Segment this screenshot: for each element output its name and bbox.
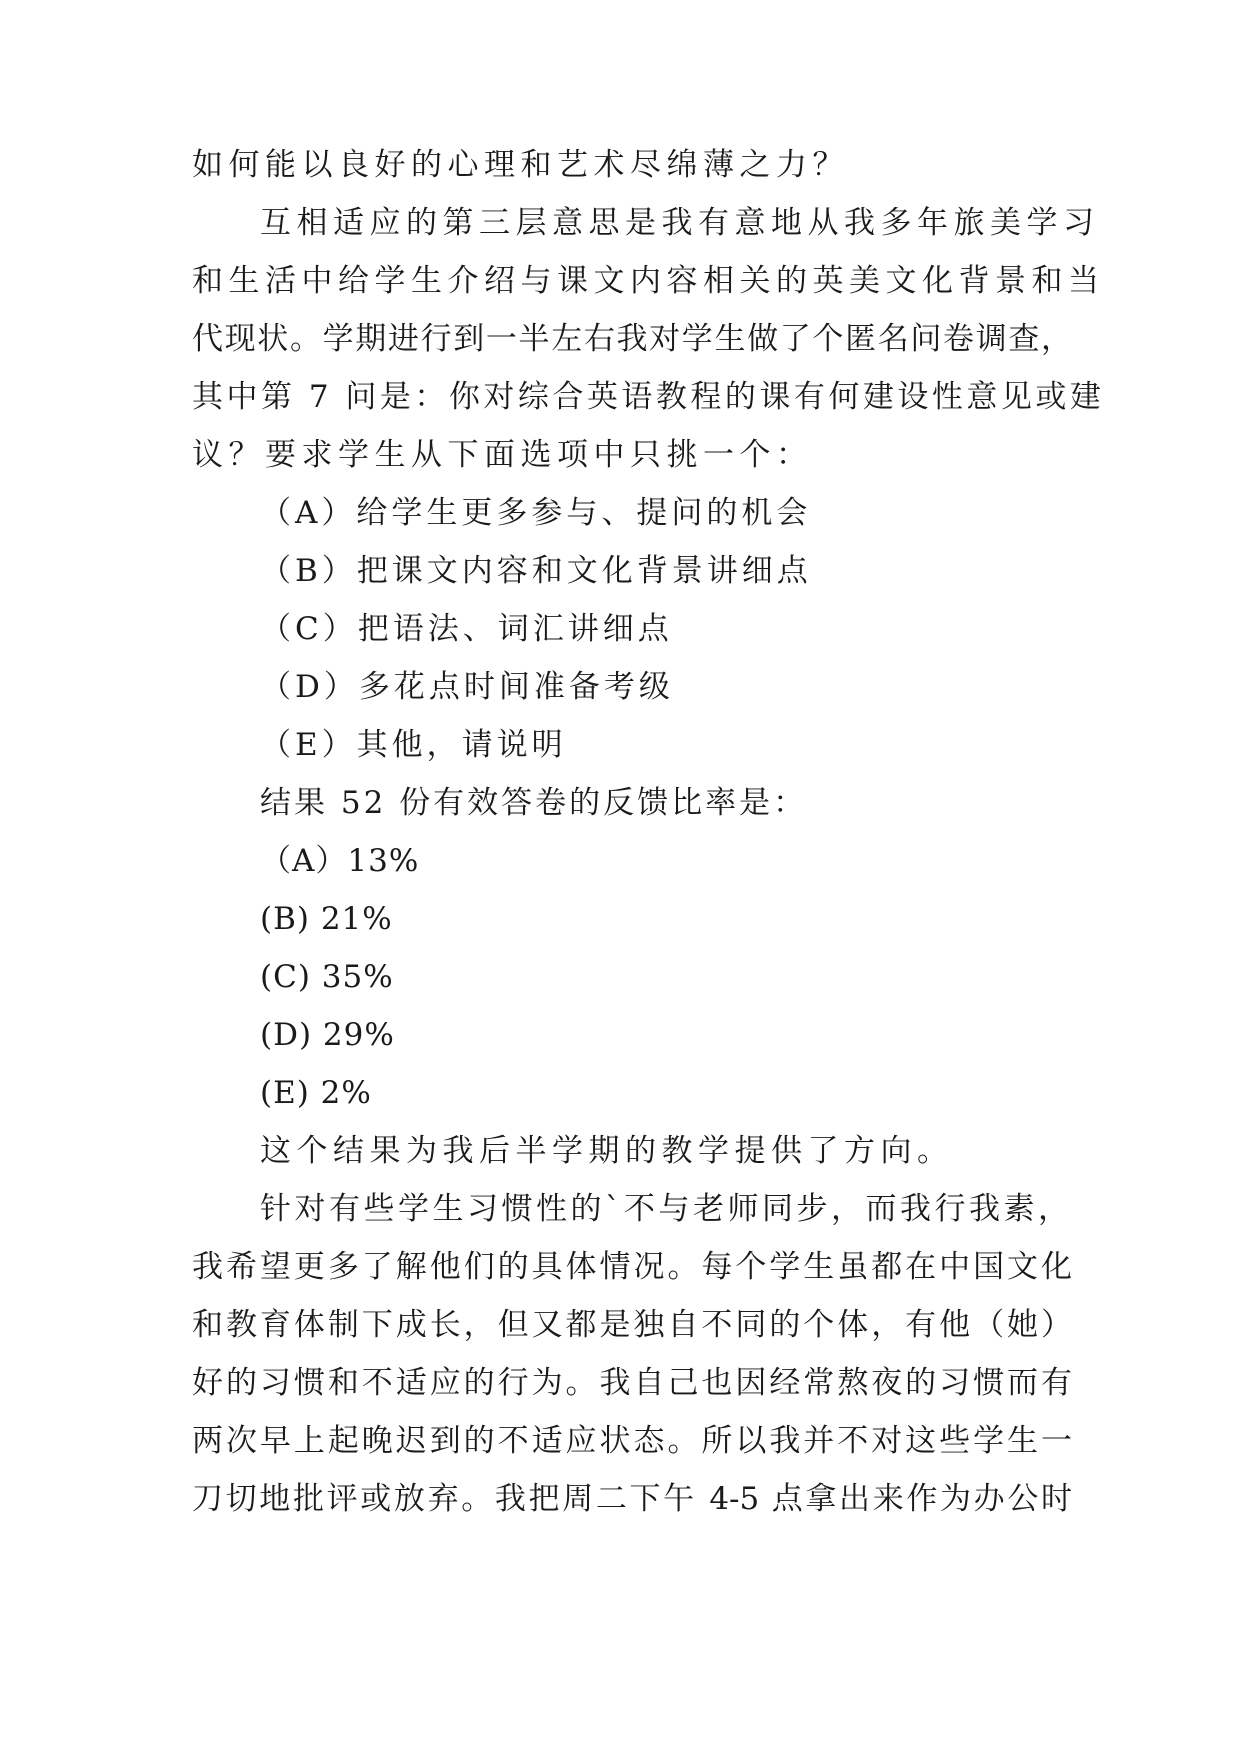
text-line: 好的习惯和不适应的行为。我自己也因经常熬夜的习惯而有 [192,1365,1072,1401]
text-line: 代现状。学期进行到一半左右我对学生做了个匿名问卷调查， [192,321,1072,357]
text-line: 两次早上起晚迟到的不适应状态。所以我并不对这些学生一 [192,1423,1072,1459]
survey-option-e: （E）其他，请说明 [260,727,567,763]
result-e: (E) 2% [260,1075,372,1111]
text-line: 和生活中给学生介绍与课文内容相关的英美文化背景和当 [192,263,1105,299]
text-line: 其中第 7 问是：你对综合英语教程的课有何建设性意见或建 [192,379,1105,415]
result-b: (B) 21% [260,901,393,937]
result-a: （A）13% [260,843,420,879]
text-line: 刀切地批评或放弃。我把周二下午 4-5 点拿出来作为办公时 [192,1481,1072,1517]
text-line: 我希望更多了解他们的具体情况。每个学生虽都在中国文化 [192,1249,1072,1285]
survey-option-b: （B）把课文内容和文化背景讲细点 [260,553,812,589]
survey-option-d: （D）多花点时间准备考级 [260,669,674,705]
text-line: 和教育体制下成长，但又都是独自不同的个体，有他（她） [192,1307,1072,1343]
result-d: (D) 29% [260,1017,395,1053]
text-line: 如何能以良好的心理和艺术尽绵薄之力？ [192,147,849,183]
survey-option-c: （C）把语法、词汇讲细点 [260,611,673,647]
text-line: 议？要求学生从下面选项中只挑一个： [192,437,813,473]
survey-option-a: （A）给学生更多参与、提问的机会 [260,495,812,531]
text-line: 这个结果为我后半学期的教学提供了方向。 [260,1133,954,1169]
results-intro: 结果 52 份有效答卷的反馈比率是： [260,785,808,821]
result-c: (C) 35% [260,959,394,995]
text-line: 针对有些学生习惯性的`不与老师同步，而我行我素， [260,1191,1073,1227]
text-line: 互相适应的第三层意思是我有意地从我多年旅美学习 [260,205,1100,241]
